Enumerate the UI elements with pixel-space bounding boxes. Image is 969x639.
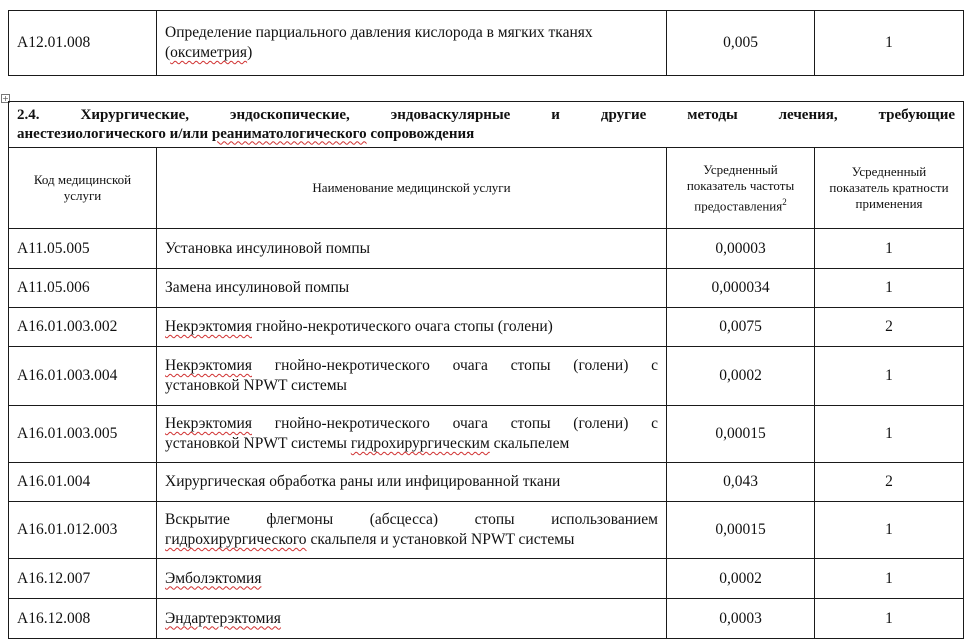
service-code: A16.01.004	[9, 463, 157, 502]
table-row	[9, 269, 964, 308]
multiplicity-value: 2	[815, 308, 964, 347]
table-move-handle-icon[interactable]: +	[2, 94, 9, 103]
frequency-value: 0,043	[667, 463, 815, 502]
table-row	[9, 406, 964, 463]
multiplicity-value: 1	[815, 502, 964, 559]
service-code: A11.05.005	[9, 229, 157, 269]
frequency-value: 0,0002	[667, 559, 815, 599]
frequency-value: 0,0002	[667, 347, 815, 406]
service-name: Хирургическая обработка раны или инфицированной ткани	[157, 463, 667, 502]
frequency-value: 0,00015	[667, 406, 815, 463]
service-code: A16.01.003.005	[9, 406, 157, 463]
top-table	[8, 10, 964, 76]
section-row	[9, 102, 964, 148]
table-row	[9, 502, 964, 559]
table-row	[9, 347, 964, 406]
frequency-value: 0,005	[667, 11, 815, 76]
multiplicity-value: 1	[815, 229, 964, 269]
service-code: A16.01.003.004	[9, 347, 157, 406]
table-row	[9, 559, 964, 599]
frequency-value: 0,00015	[667, 502, 815, 559]
multiplicity-value: 1	[815, 269, 964, 308]
header-code: Код медицинской услуги	[9, 148, 157, 229]
service-name: Некрэктомия гнойно-некротического очага стопы (голени)	[157, 308, 667, 347]
main-table	[8, 101, 964, 639]
service-code: A16.01.012.003	[9, 502, 157, 559]
header-name: Наименование медицинской услуги	[157, 148, 667, 229]
service-name: Замена инсулиновой помпы	[157, 269, 667, 308]
service-name: Установка инсулиновой помпы	[157, 229, 667, 269]
table-row	[9, 599, 964, 639]
frequency-value: 0,000034	[667, 269, 815, 308]
service-name: Эмболэктомия	[157, 559, 667, 599]
multiplicity-value: 1	[815, 559, 964, 599]
service-name: Некрэктомия гнойно-некротического очага стопы (голени) с установкой NPWT системы гидрохирургическим скальпелем	[157, 406, 667, 463]
frequency-value: 0,0075	[667, 308, 815, 347]
service-name: Некрэктомия гнойно-некротического очага стопы (голени) с установкой NPWT системы	[157, 347, 667, 406]
service-code: A16.12.008	[9, 599, 157, 639]
header-row	[9, 148, 964, 229]
table-row	[9, 308, 964, 347]
service-code: A11.05.006	[9, 269, 157, 308]
service-code: A12.01.008	[9, 11, 157, 76]
table-row	[9, 229, 964, 269]
frequency-value: 0,0003	[667, 599, 815, 639]
header-frequency: Усредненный показатель частоты предоставления$^2$	[667, 148, 815, 229]
service-code: A16.12.007	[9, 559, 157, 599]
service-code: A16.01.003.002	[9, 308, 157, 347]
multiplicity-value: 1	[815, 406, 964, 463]
table-row	[9, 11, 964, 76]
multiplicity-value: 1	[815, 599, 964, 639]
section-title: 2.4. Хирургические, эндоскопические, эндоваскулярные и другие методы лечения, требующие анестезиологического и/или реаниматологического сопровождения	[9, 102, 964, 148]
multiplicity-value: 2	[815, 463, 964, 502]
service-name: Вскрытие флегмоны (абсцесса) стопы использованием гидрохирургического скальпеля и установкой NPWT системы	[157, 502, 667, 559]
service-name: Определение парциального давления кислорода в мягких тканях (оксиметрия)	[157, 11, 667, 76]
header-multiplicity: Усредненный показатель кратности применения	[815, 148, 964, 229]
frequency-value: 0,00003	[667, 229, 815, 269]
multiplicity-value: 1	[815, 11, 964, 76]
multiplicity-value: 1	[815, 347, 964, 406]
table-row	[9, 463, 964, 502]
service-name: Эндартерэктомия	[157, 599, 667, 639]
